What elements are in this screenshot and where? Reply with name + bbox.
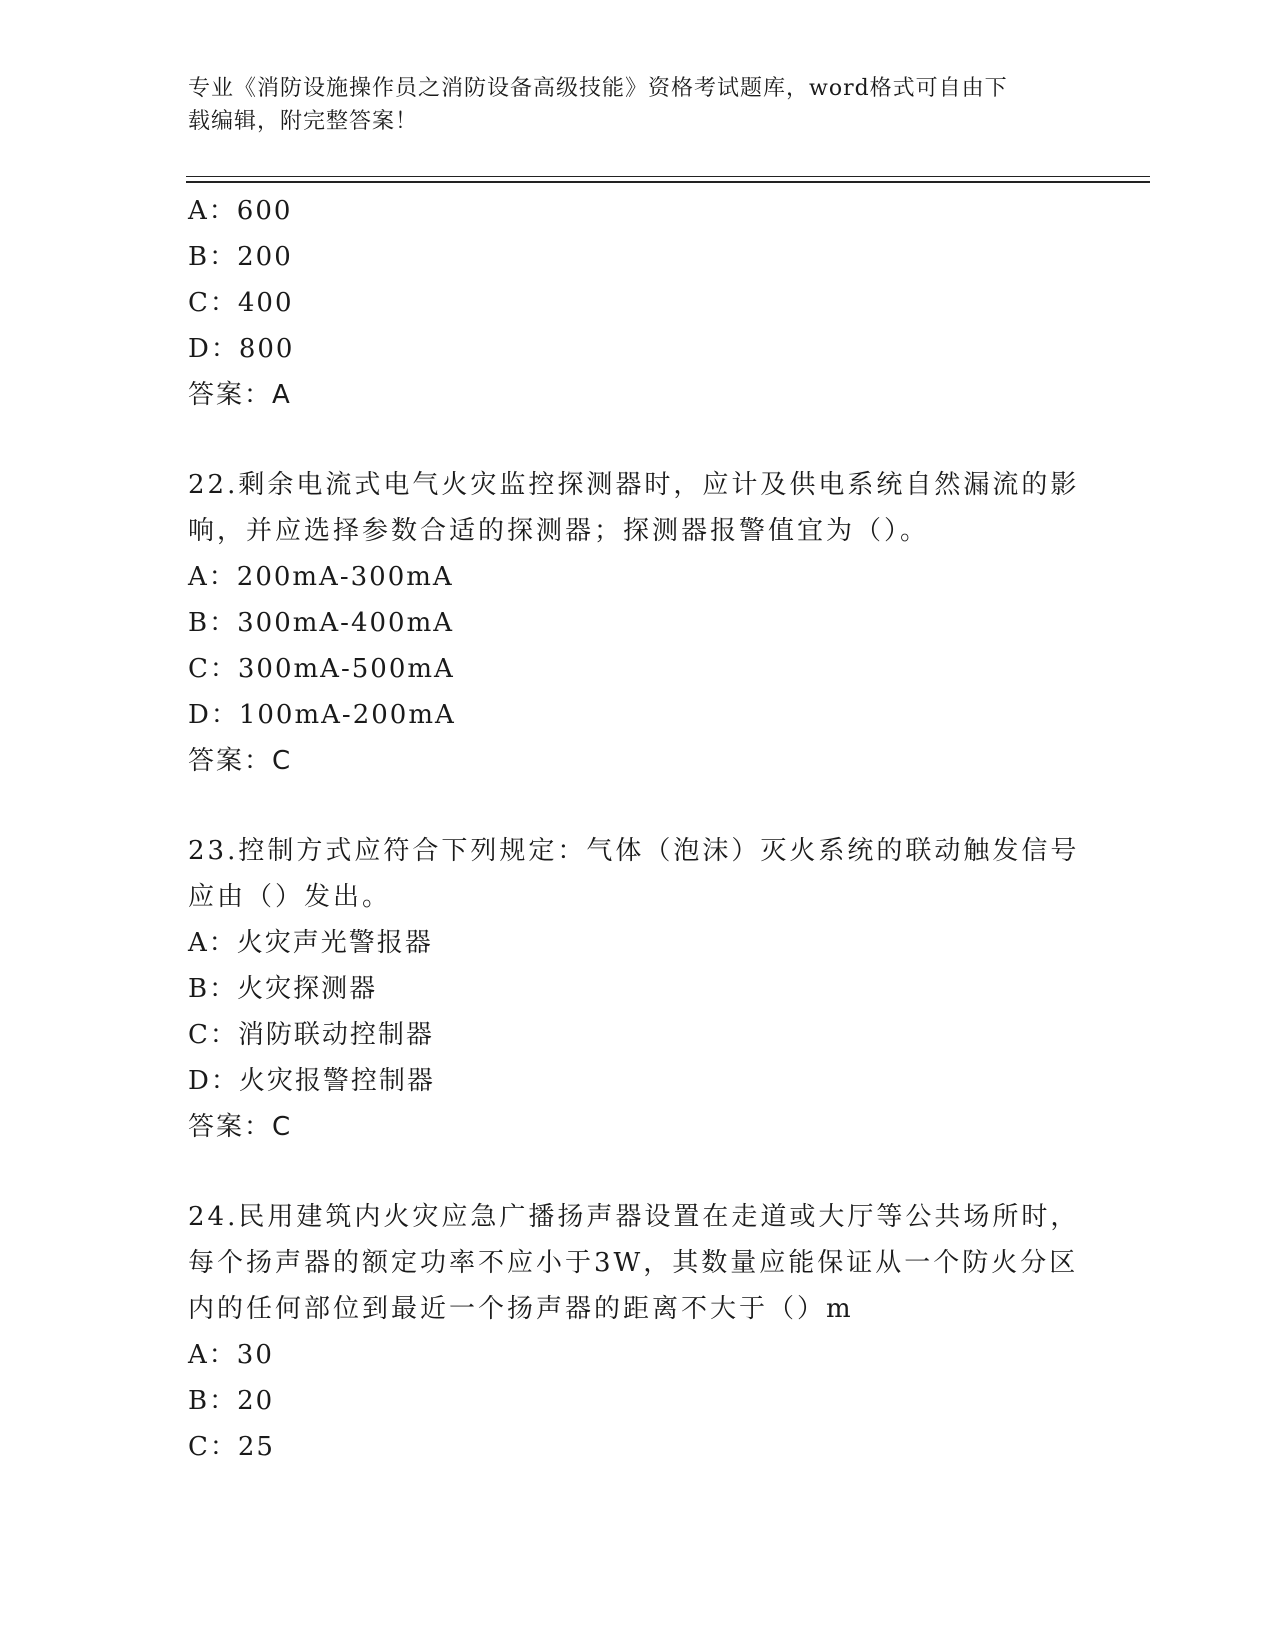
question-stem-line: 应由（）发出。	[188, 882, 392, 912]
question-24	[188, 1194, 1088, 1470]
option-d: D：火灾报警控制器	[188, 1066, 435, 1096]
answer-line: 答案：C	[188, 1112, 293, 1142]
answer-line: 答案：C	[188, 746, 293, 776]
question-content	[188, 188, 1088, 1470]
question-23	[188, 828, 1088, 1150]
option-c: C：25	[188, 1432, 275, 1462]
question-stem-line: 24.民用建筑内火灾应急广播扬声器设置在走道或大厅等公共场所时，	[188, 1202, 1080, 1232]
option-a: A：200mA-300mA	[188, 562, 454, 592]
question-21-options	[188, 188, 1088, 418]
option-a: A：火灾声光警报器	[188, 928, 433, 958]
answer-line: 答案：A	[188, 380, 292, 410]
option-c: C：消防联动控制器	[188, 1020, 434, 1050]
question-stem-line: 响，并应选择参数合适的探测器；探测器报警值宜为（）。	[188, 516, 930, 546]
option-d: D：100mA-200mA	[188, 700, 456, 730]
spacer	[188, 784, 1088, 828]
spacer	[188, 1150, 1088, 1194]
header-line-2: 载编辑，附完整答案！	[188, 109, 419, 134]
option-c: C：300mA-500mA	[188, 654, 455, 684]
header-line-1: 专业《消防设施操作员之消防设备高级技能》资格考试题库，word格式可自由下	[188, 76, 1008, 101]
option-b: B：火灾探测器	[188, 974, 378, 1004]
spacer	[188, 418, 1088, 462]
option-b: B：300mA-400mA	[188, 608, 455, 638]
question-stem-line: 22.剩余电流式电气火灾监控探测器时，应计及供电系统自然漏流的影	[188, 470, 1080, 500]
question-stem-line: 23.控制方式应符合下列规定：气体（泡沫）灭火系统的联动触发信号	[188, 836, 1080, 866]
question-stem-line: 每个扬声器的额定功率不应小于3W，其数量应能保证从一个防火分区	[188, 1248, 1079, 1278]
option-d: D：800	[188, 334, 295, 364]
option-a: A：30	[188, 1340, 274, 1370]
question-22	[188, 462, 1088, 784]
option-a: A：600	[188, 196, 293, 226]
option-c: C：400	[188, 288, 294, 318]
document-header	[188, 72, 1068, 138]
header-divider-thick	[186, 181, 1150, 183]
option-b: B：200	[188, 242, 293, 272]
header-divider-thin	[186, 176, 1150, 177]
option-b: B：20	[188, 1386, 275, 1416]
question-stem-line: 内的任何部位到最近一个扬声器的距离不大于（）m	[188, 1294, 854, 1324]
